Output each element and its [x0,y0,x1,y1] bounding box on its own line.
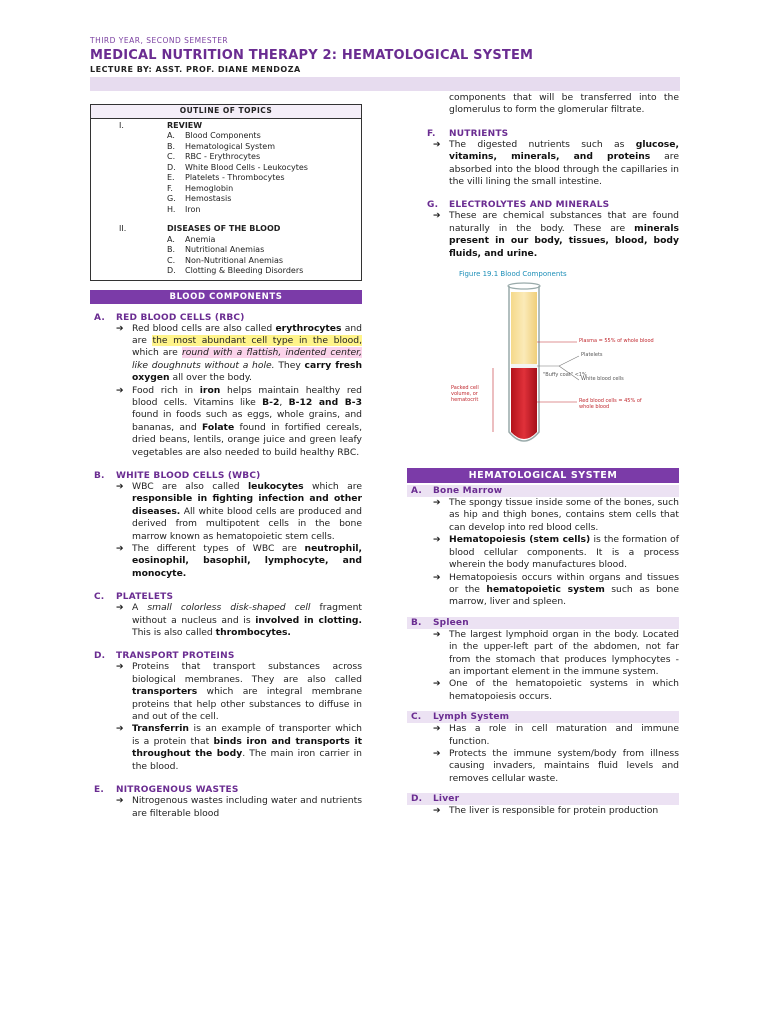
highlight-pink: round with a flattish, indented center, [181,347,363,359]
rbc-figure-label: Red blood cells = 45% of whole blood [579,398,642,411]
arrow-bullet-icon: ➔ [116,385,124,396]
highlight-yellow: the most abundant cell type in the blood, [152,334,363,346]
arrow-bullet-icon: ➔ [433,211,441,222]
arrow-bullet-icon: ➔ [433,748,441,759]
outline-section [95,121,357,132]
semester-label: THIRD YEAR, SECOND SEMESTER [90,36,229,45]
arrow-bullet-icon: ➔ [433,535,441,546]
outline-item: E. Platelets - Thrombocytes [167,173,285,182]
heading-transport-proteins: D. TRANSPORT PROTEINS [94,651,235,662]
heading-platelets: C. PLATELETS [94,592,174,603]
plasma-label: Plasma = 55% of whole blood [579,338,654,345]
bullet-rbc-2: ➔ Food rich in iron helps maintain healthy red blood cells. Vitamins like B-2, B-12 and B-3 found in foods such as eggs, whole grains, and bananas, and Folate found in fortified cereals, dried beans, lentils, orange juice and green leafy vegetables are also needed to build healthy RBC. [116,384,363,458]
bullet-wbc-1: ➔ WBC are also called leukocytes which are responsible in fighting infection and other diseases. All white blood cells are produced and derived from multipotent cells in the bone marrow known as hematopoietic stem cells. [116,480,362,542]
outline-item: C. Non-Nutritional Anemias [167,255,284,265]
heading-spleen: B. Spleen [407,617,679,629]
heading-lymph-system: C. Lymph System [407,711,679,723]
heading-rbc: A. RED BLOOD CELLS (RBC) [94,312,245,323]
heading-electrolytes: G. ELECTROLYTES AND MINERALS [427,200,610,211]
bullet-liver-1: ➔ The liver is responsible for protein production [433,805,659,817]
outline-item: F. Hemoglobin [167,183,234,193]
figure-title: Figure 19.1 Blood Components [459,270,567,279]
left-column [90,104,362,820]
outline-item: D. Clotting & Bleeding Disorders [167,266,304,275]
platelets-label: Platelets [581,352,603,359]
bullet-electrolytes: ➔ These are chemical substances that are found naturally in the body. These are minerals present in our body, tissues, blood, body fluids, and urine. [433,210,679,259]
arrow-bullet-icon: ➔ [433,629,441,640]
bullet-marrow-2: ➔ Hematopoiesis (stem cells) is the formation of blood cellular components. It is a process wherein the body manufactures blood. [433,534,679,571]
outline-item: A. Blood Components [167,131,261,140]
arrow-bullet-icon: ➔ [116,796,124,807]
heading-nutrients: F. NUTRIENTS [427,128,509,139]
heading-liver: D. Liver [407,793,679,805]
outline-item: B. Nutritional Anemias [167,245,265,254]
outline-item: H. Iron [167,204,201,214]
arrow-bullet-icon: ➔ [433,139,441,150]
arrow-bullet-icon: ➔ [433,724,441,735]
heading-nitrogenous-wastes: E. NITROGENOUS WASTES [94,785,239,796]
continued-text: components that will be transferred into the glomerulus to form the glomerular filtrate. [449,92,679,116]
document-title: MEDICAL NUTRITION THERAPY 2: HEMATOLOGICAL SYSTEM [90,48,534,63]
bullet-nutrients: ➔ The digested nutrients such as glucose, vitamins, minerals, and proteins are absorbed into the blood through the capillaries in the villi lining the small intestine. [433,138,679,188]
heading-bone-marrow: A. Bone Marrow [407,485,679,497]
outline-box [90,104,362,281]
bullet-marrow-1: ➔ The spongy tissue inside some of the bones, such as hip and thigh bones, contains stem cells that can develop into red blood cells. [433,497,679,533]
arrow-bullet-icon: ➔ [116,662,124,673]
outline-heading: OUTLINE OF TOPICS [91,105,361,119]
arrow-bullet-icon: ➔ [116,603,124,614]
heading-wbc: B. WHITE BLOOD CELLS (WBC) [94,470,261,481]
bullet-wbc-2: ➔ The different types of WBC are neutrophil, eosinophil, basophil, lymphocyte, and monocyte. [116,543,362,579]
bullet-lymph-2: ➔ Protects the immune system/body from illness causing invaders, maintains fluid levels and removes cellular waste. [433,747,679,784]
outline-item: D. White Blood Cells - Leukocytes [167,162,308,172]
outline-section [95,224,357,235]
lecturer-line: LECTURE BY: ASST. PROF. DIANE MENDOZA [90,65,301,74]
arrow-bullet-icon: ➔ [116,481,124,492]
outline-item: G. Hemostasis [167,194,232,203]
bullet-spleen-2: ➔ One of the hematopoietic systems in which hematopoiesis occurs. [433,678,679,702]
arrow-bullet-icon: ➔ [433,806,441,817]
outline-section-title: DISEASES OF THE BLOOD [167,224,281,233]
outline-item: A. Anemia [167,234,216,244]
outline-section-title: REVIEW [167,120,203,130]
right-column [407,92,679,818]
bullet-marrow-3: ➔ Hematopoiesis occurs within organs and tissues or the hematopoietic system such as bone marrow, liver and spleen. [433,571,679,608]
bullet-platelets-1: ➔ A small colorless disk-shaped cell fragment without a nucleus and is involved in clotting. This is also called thrombocytes. [116,602,362,639]
outline-item: B. Hematological System [167,141,275,151]
bullet-nitro-1: ➔ Nitrogenous wastes including water and nutrients are filterable blood [116,795,362,819]
wbc-label: White blood cells [581,376,624,383]
buffy-coat-label: "Buffy coat" <1% [543,372,587,379]
test-tube-illustration [459,282,649,447]
bullet-spleen-1: ➔ The largest lymphoid organ in the body. Located in the upper-left part of the abdomen, not far from the stomach that produces lymphocytes - an important element in the immune system. [433,628,679,677]
document-header [90,36,533,74]
bullet-transport-2: ➔ Transferrin is an example of transporter which is a protein that binds iron and transports it throughout the body. The main iron carrier in the blood. [116,723,362,772]
header-divider-bar [90,77,680,91]
arrow-bullet-icon: ➔ [116,323,124,334]
outline-item: C. RBC - Erythrocytes [167,152,261,161]
bullet-transport-1: ➔ Proteins that transport substances across biological membranes. They are also called transporters which are integral membrane proteins that help other substances to diffuse in and out of the cell. [116,661,362,723]
arrow-bullet-icon: ➔ [116,724,124,735]
bullet-rbc-1: ➔ Red blood cells are also called erythrocytes and are the most abundant cell type in the blood, which are round with a flattish, indented center, like doughnuts without a hole. They carry fresh oxygen all over the body. [116,322,363,384]
section-bar-blood-components: BLOOD COMPONENTS [90,290,362,304]
bullet-lymph-1: ➔ Has a role in cell maturation and immune function. [433,723,679,747]
arrow-bullet-icon: ➔ [433,679,441,690]
section-bar-hematological-system: HEMATOLOGICAL SYSTEM [407,468,679,483]
outline-section-number: I. [119,120,124,130]
blood-components-figure [451,270,654,448]
arrow-bullet-icon: ➔ [433,498,441,509]
arrow-bullet-icon: ➔ [433,572,441,583]
packed-cell-label: Packed cell volume, or hematocrit [451,385,479,404]
outline-body [91,119,361,280]
outline-section-number: II. [119,224,127,233]
arrow-bullet-icon: ➔ [116,544,124,554]
